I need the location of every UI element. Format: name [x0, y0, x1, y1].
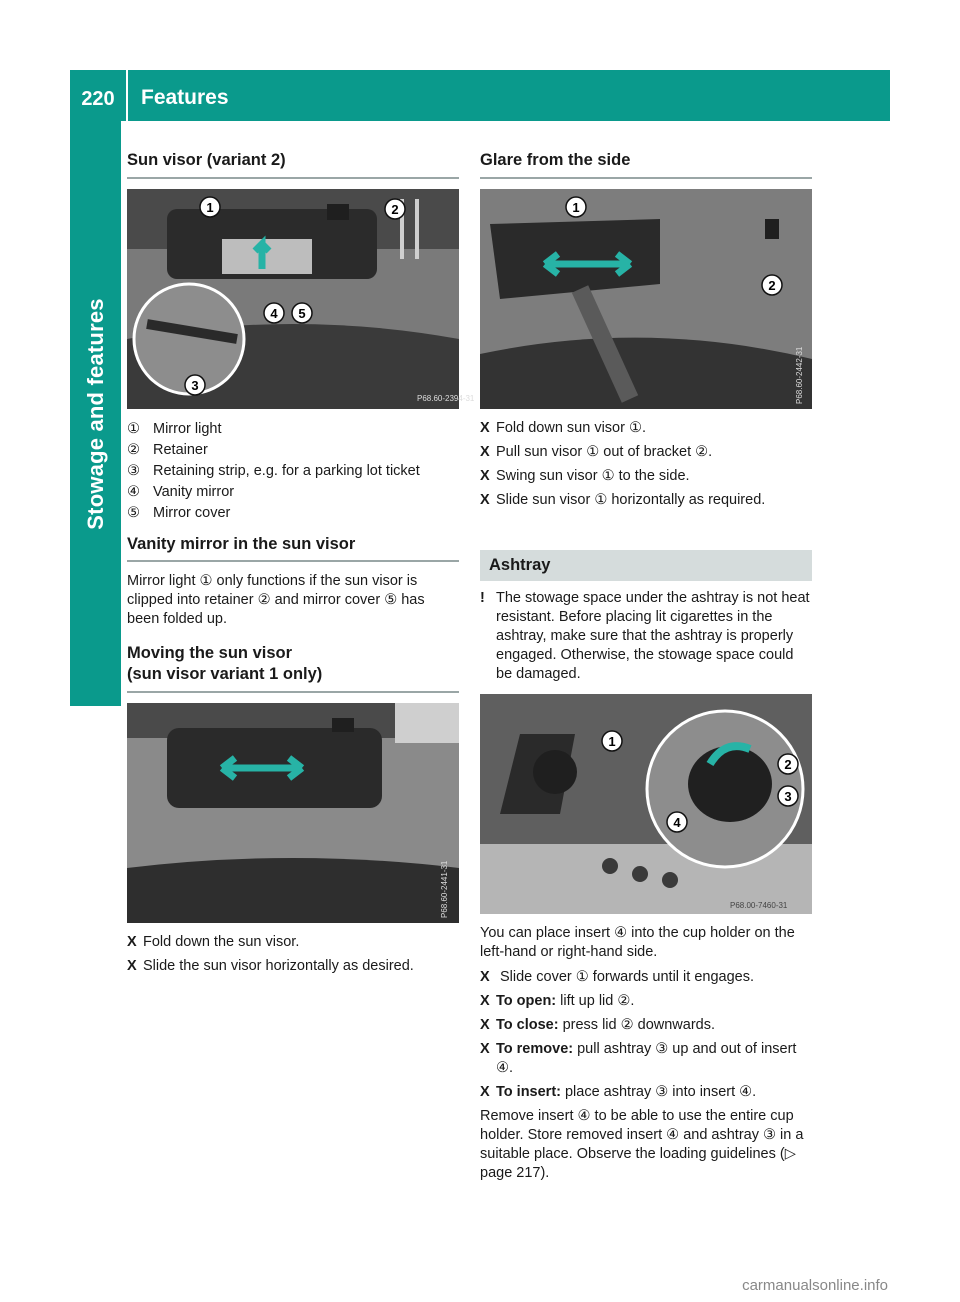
step-arrow-icon: X — [480, 992, 490, 1009]
step-item: X Fold down the sun visor. — [127, 933, 300, 950]
figure-sun-visor-v2 — [127, 189, 475, 409]
figure-glare — [480, 189, 812, 409]
step-item: X To close: press lid ② downwards. — [480, 1016, 715, 1033]
figure-code: P68.60-2394-31 — [417, 393, 475, 403]
step-arrow-icon: X — [480, 491, 490, 508]
section-title-glare: Glare from the side — [480, 150, 812, 179]
step-arrow-icon: X — [480, 1016, 490, 1033]
svg-text:5: 5 — [298, 305, 306, 321]
side-tab-label: Stowage and features — [82, 297, 108, 530]
legend-item: ② Retainer — [127, 441, 208, 458]
legend-item: ④ Vanity mirror — [127, 483, 235, 500]
figure-code: P68.60-2442-31 — [795, 346, 804, 404]
callout-1 — [200, 197, 220, 217]
svg-text:4: 4 — [673, 814, 681, 830]
callout-4 — [264, 303, 284, 323]
callout-1 — [566, 197, 586, 217]
figure-code: P68.60-2441-31 — [440, 860, 449, 918]
step-item: X Slide sun visor ① horizontally as required. — [480, 491, 766, 508]
section-title-moving-sun-visor: Moving the sun visor (sun visor variant 1 only) — [127, 643, 459, 692]
callout-2 — [762, 275, 782, 295]
callout-1 — [602, 731, 622, 751]
svg-text:2: 2 — [768, 277, 776, 293]
figure-moving-sun-visor — [127, 703, 459, 923]
step-arrow-icon: X — [127, 933, 137, 950]
step-item: X To remove: pull ashtray ③ up and out of insert ④. — [480, 1040, 797, 1076]
step-arrow-icon: X — [127, 957, 137, 974]
section-title-vanity-mirror: Vanity mirror in the sun visor — [127, 534, 459, 563]
svg-text:1: 1 — [206, 199, 214, 215]
sun-visor-v2-illustration — [127, 189, 475, 409]
footer-watermark: carmanualsonline.info — [742, 1277, 888, 1294]
svg-text:3: 3 — [784, 788, 792, 804]
ashtray-illustration — [480, 694, 812, 914]
warning-icon: ! — [480, 589, 485, 606]
side-tab-label-wrap — [70, 121, 121, 706]
callout-2 — [385, 199, 405, 219]
callout-2 — [778, 754, 798, 774]
header-divider — [126, 70, 128, 121]
step-arrow-icon: X — [480, 467, 490, 484]
step-item: X To open: lift up lid ②. — [480, 992, 635, 1009]
svg-text:2: 2 — [391, 201, 399, 217]
svg-text:4: 4 — [270, 305, 278, 321]
figure-ashtray — [480, 694, 812, 914]
legend-item: ⑤ Mirror cover — [127, 504, 231, 521]
callout-3 — [185, 375, 205, 395]
svg-text:1: 1 — [608, 733, 616, 749]
moving-sun-visor-illustration — [127, 703, 459, 923]
left-column — [127, 150, 475, 981]
step-item: X To insert: place ashtray ③ into insert ④. — [480, 1083, 757, 1100]
svg-text:3: 3 — [191, 377, 199, 393]
step-arrow-icon: X — [480, 443, 490, 460]
warning-note — [480, 589, 812, 684]
step-arrow-icon: X — [480, 968, 490, 985]
legend-list — [127, 419, 459, 524]
callout-4 — [667, 812, 687, 832]
step-arrow-icon: X — [480, 1083, 490, 1100]
step-arrow-icon: X — [480, 419, 490, 436]
step-item: X Slide cover ① forwards until it engages. — [480, 968, 754, 985]
header-title: Features — [141, 86, 229, 109]
vanity-mirror-text: Mirror light ① only functions if the sun visor is clipped into retainer ② and mirror cover ⑤ has been folded up. — [127, 573, 425, 628]
page-number: 220 — [81, 88, 115, 110]
warning-text: The stowage space under the ashtray is not heat resistant. Before placing lit cigarettes in the ashtray, make sure that the ashtray is properly engaged. Otherwise, the stowage space could be damaged. — [496, 589, 810, 682]
step-arrow-icon: X — [480, 1040, 490, 1057]
ashtray-closing: Remove insert ④ to be able to use the entire cup holder. Store removed insert ④ and ashtray ③ in a suitable place. Observe the loading guidelines (▷ page 217). — [480, 1107, 804, 1181]
glare-illustration — [480, 189, 812, 409]
svg-text:2: 2 — [784, 756, 792, 772]
callout-3 — [778, 786, 798, 806]
section-title-ashtray: Ashtray — [480, 550, 812, 581]
step-item: X Pull sun visor ① out of bracket ②. — [480, 443, 713, 460]
step-item: X Slide the sun visor horizontally as desired. — [127, 957, 414, 974]
step-item: X Fold down sun visor ①. — [480, 419, 647, 436]
figure-code: P68.00-7460-31 — [730, 900, 788, 910]
callout-5 — [292, 303, 312, 323]
ashtray-intro: You can place insert ④ into the cup holder on the left-hand or right-hand side. — [480, 924, 795, 960]
section-title-sun-visor-v2: Sun visor (variant 2) — [127, 150, 459, 179]
page-header — [70, 70, 890, 121]
legend-item: ③ Retaining strip, e.g. for a parking lot ticket — [127, 462, 420, 479]
svg-text:1: 1 — [572, 199, 580, 215]
right-column — [480, 150, 812, 1193]
legend-item: ① Mirror light — [127, 420, 222, 437]
step-item: X Swing sun visor ① to the side. — [480, 467, 690, 484]
